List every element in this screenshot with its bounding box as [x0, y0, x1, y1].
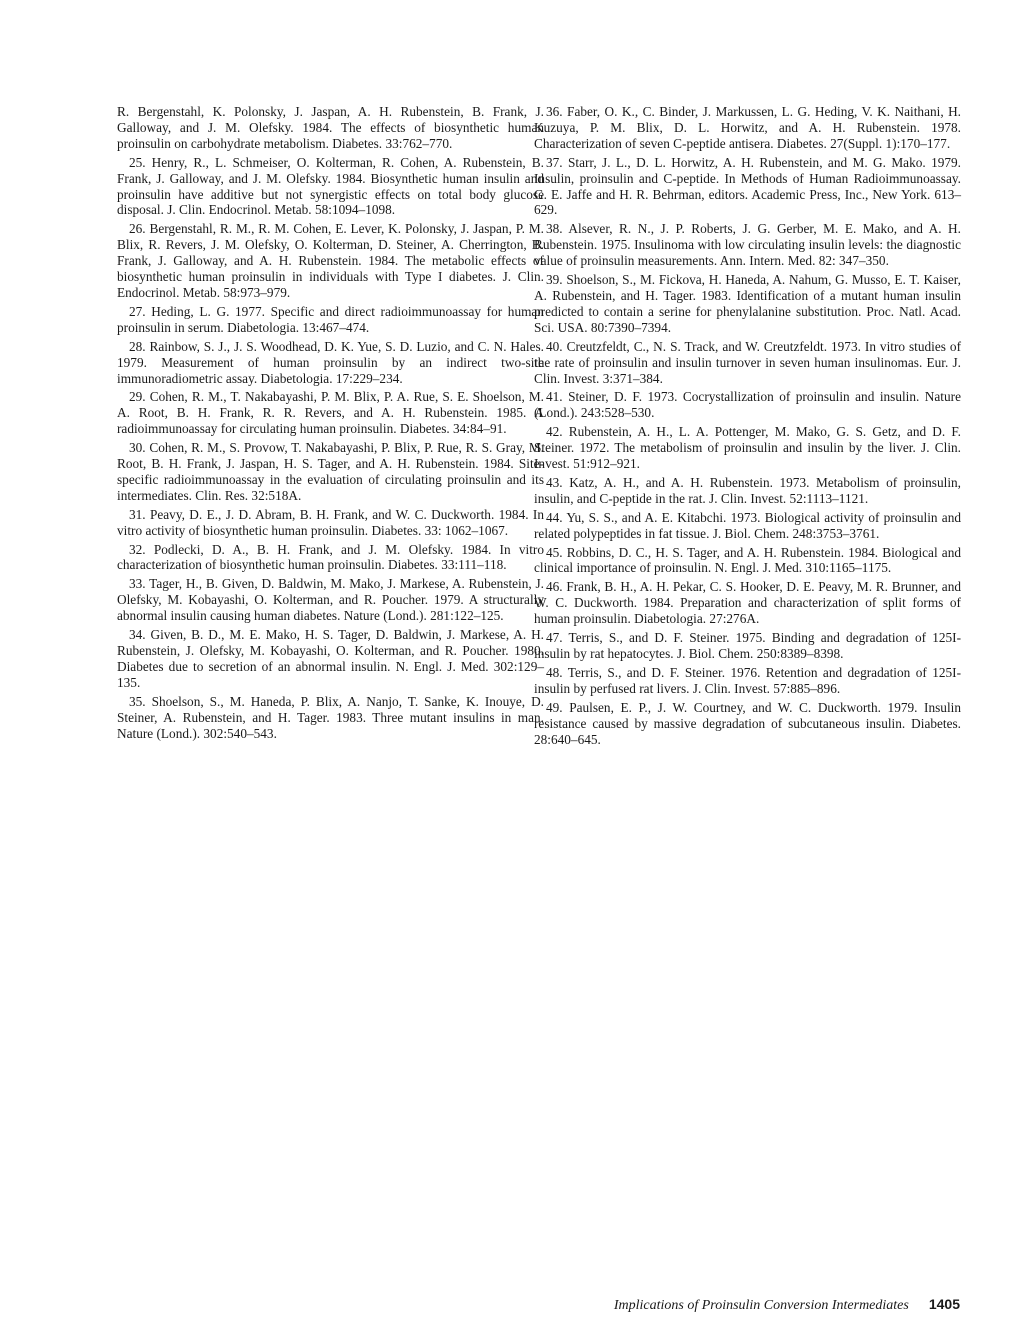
reference-item: 40. Creutzfeldt, C., N. S. Track, and W. Creutzfeldt. 1973. In vitro studies of the rate of proinsulin and insulin turnover in seven human insulinomas. Eur. J. Clin. Invest. 3:371–384.	[534, 338, 961, 386]
reference-item: 47. Terris, S., and D. F. Steiner. 1975. Binding and degradation of 125I-insulin by rat hepatocytes. J. Biol. Chem. 250:8389–8398.	[534, 630, 961, 661]
reference-item: 32. Podlecki, D. A., B. H. Frank, and J. M. Olefsky. 1984. In vitro characterization of biosynthetic human proinsulin. Diabetes. 33:111–118.	[117, 541, 544, 573]
reference-item: R. Bergenstahl, K. Polonsky, J. Jaspan, A. H. Rubenstein, B. Frank, J. Galloway, and J. M. Olefsky. 1984. The effects of biosynthetic human proinsulin on carbohydrate metabolism. Diabetes. 33:762–770.	[117, 104, 544, 151]
reference-item: 48. Terris, S., and D. F. Steiner. 1976. Retention and degradation of 125I-insulin by perfused rat livers. J. Clin. Invest. 57:885–896.	[534, 664, 961, 696]
reference-item: 43. Katz, A. H., and A. H. Rubenstein. 1973. Metabolism of proinsulin, insulin, and C-peptide in the rat. J. Clin. Invest. 52:1113–1121.	[534, 474, 961, 506]
reference-item: 35. Shoelson, S., M. Haneda, P. Blix, A. Nanjo, T. Sanke, K. Inouye, D. Steiner, A. Rubenstein, and H. Tager. 1983. Three mutant insulins in man. Nature (Lond.). 302:540–543.	[117, 693, 544, 741]
reference-item: 41. Steiner, D. F. 1973. Cocrystallization of proinsulin and insulin. Nature (Lond.). 243:528–530.	[534, 389, 961, 421]
reference-item: 26. Bergenstahl, R. M., R. M. Cohen, E. Lever, K. Polonsky, J. Jaspan, P. M. Blix, R. Revers, J. M. Olefsky, O. Kolterman, D. Steiner, A. Cherrington, B. Frank, J. Galloway, and A. H. Rubenstein. 1984. The metabolic effects of biosynthetic human proinsulin in individuals with Type I diabetes. J. Clin. Endocrinol. Metab. 58:973–979.	[117, 221, 544, 300]
reference-item: 37. Starr, J. L., D. L. Horwitz, A. H. Rubenstein, and M. G. Mako. 1979. Insulin, proinsulin and C-peptide. In Methods of Human Radioimmunoassay. G. E. Jaffe and H. R. Behrman, editors. Academic Press, Inc., New York. 613–629.	[534, 154, 961, 218]
page-footer	[614, 1296, 960, 1314]
reference-item: 36. Faber, O. K., C. Binder, J. Markussen, L. G. Heding, V. K. Naithani, H. Kuzuya, P. M. Blix, D. L. Horwitz, and A. H. Rubenstein. 1978. Characterization of seven C-peptide antisera. Diabetes. 27(Suppl. 1):170–177.	[534, 104, 961, 151]
running-title: Implications of Proinsulin Conversion Intermediates	[613, 1298, 909, 1313]
reference-item: 29. Cohen, R. M., T. Nakabayashi, P. M. Blix, P. A. Rue, S. E. Shoelson, M. A. Root, B. H. Frank, R. R. Revers, and A. H. Rubenstein. 1985. A radioimmunoassay for circulating human proinsulin. Diabetes. 34:84–91.	[117, 389, 544, 437]
reference-item: 31. Peavy, D. E., J. D. Abram, B. H. Frank, and W. C. Duckworth. 1984. In vitro activity of biosynthetic human proinsulin. Diabetes. 33: 1062–1067.	[117, 506, 544, 538]
reference-item: 46. Frank, B. H., A. H. Pekar, C. S. Hooker, D. E. Peavy, M. R. Brunner, and W. C. Duckworth. 1984. Preparation and characterization of split forms of human proinsulin. Diabetologia. 27:276A.	[534, 579, 961, 627]
reference-item: 44. Yu, S. S., and A. E. Kitabchi. 1973. Biological activity of proinsulin and related polypeptides in fat tissue. J. Biol. Chem. 248:3753–3761.	[534, 509, 961, 541]
reference-item: 42. Rubenstein, A. H., L. A. Pottenger, M. Mako, G. S. Getz, and D. F. Steiner. 1972. The metabolism of proinsulin and insulin by the liver. J. Clin. Invest. 51:912–921.	[534, 424, 961, 472]
reference-item: 39. Shoelson, S., M. Fickova, H. Haneda, A. Nahum, G. Musso, E. T. Kaiser, A. Rubenstein, and H. Tager. 1983. Identification of a mutant human insulin predicted to contain a serine for phenylalanine substitution. Proc. Natl. Acad. Sci. USA. 80:7390–7394.	[534, 272, 961, 335]
reference-item: 27. Heding, L. G. 1977. Specific and direct radioimmunoassay for human proinsulin in serum. Diabetologia. 13:467–474.	[117, 303, 544, 335]
reference-column-left	[117, 104, 544, 744]
reference-item: 49. Paulsen, E. P., J. W. Courtney, and W. C. Duckworth. 1979. Insulin resistance caused by massive degradation of subcutaneous insulin. Diabetes. 28:640–645.	[534, 699, 961, 747]
reference-item: 25. Henry, R., L. Schmeiser, O. Kolterman, R. Cohen, A. Rubenstein, B. Frank, J. Galloway, and J. M. Olefsky. 1984. Biosynthetic human insulin and proinsulin have additive but not synergistic effects on total body glucose disposal. J. Clin. Endocrinol. Metab. 58:1094–1098.	[117, 154, 544, 218]
reference-item: 33. Tager, H., B. Given, D. Baldwin, M. Mako, J. Markese, A. Rubenstein, J. Olefsky, M. Kobayashi, O. Kolterman, and R. Poucher. 1979. A structurally abnormal insulin causing human diabetes. Nature (Lond.). 281:122–125.	[117, 576, 544, 624]
page-number: 1405	[928, 1296, 960, 1312]
reference-item: 45. Robbins, D. C., H. S. Tager, and A. H. Rubenstein. 1984. Biological and clinical importance of proinsulin. N. Engl. J. Med. 310:1165–1175.	[534, 544, 961, 576]
reference-item: 30. Cohen, R. M., S. Provow, T. Nakabayashi, P. Blix, P. Rue, R. S. Gray, M. Root, B. H. Frank, J. Jaspan, H. S. Tager, and A. H. Rubenstein. 1984. Site-specific radioimmunoassay in the evaluation of circulating proinsulin and its intermediates. Clin. Res. 32:518A.	[117, 440, 544, 503]
reference-item: 28. Rainbow, S. J., J. S. Woodhead, D. K. Yue, S. D. Luzio, and C. N. Hales. 1979. Measurement of human proinsulin by an indirect two-site immunoradiometric assay. Diabetologia. 17:229–234.	[117, 338, 544, 386]
reference-item: 38. Alsever, R. N., J. P. Roberts, J. G. Gerber, M. E. Mako, and A. H. Rubenstein. 1975. Insulinoma with low circulating insulin levels: the diagnostic value of proinsulin measurements. Ann. Intern. Med. 82: 347–350.	[534, 221, 961, 269]
reference-column-right	[534, 104, 961, 750]
reference-item: 34. Given, B. D., M. E. Mako, H. S. Tager, D. Baldwin, J. Markese, A. H. Rubenstein, J. Olefsky, M. Kobayashi, O. Kolterman, and R. Poucher. 1980. Diabetes due to secretion of an abnormal insulin. N. Engl. J. Med. 302:129–135.	[117, 627, 544, 690]
